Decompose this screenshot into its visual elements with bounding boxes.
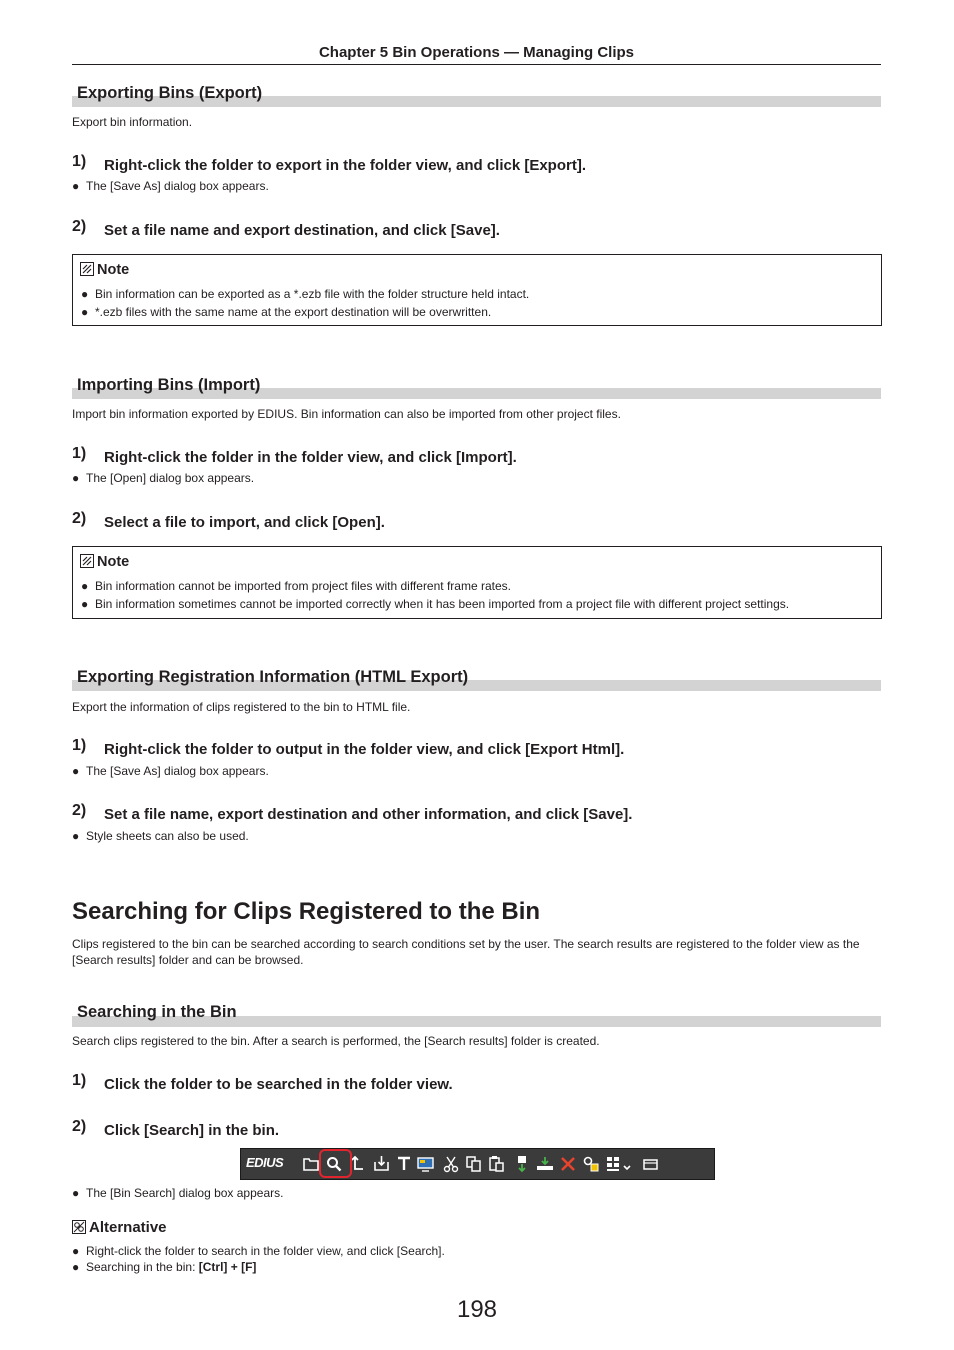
page-number: 198 bbox=[456, 1296, 498, 1323]
step-bullet: ● The [Bin Search] dialog box appears. bbox=[72, 1186, 284, 1200]
edius-logo: EDIUS bbox=[246, 1155, 284, 1170]
section-title-import: Importing Bins (Import) bbox=[77, 376, 261, 394]
delete-icon[interactable] bbox=[558, 1154, 578, 1174]
step-number: 1) bbox=[72, 1072, 87, 1089]
step-number: 2) bbox=[72, 218, 87, 235]
step-text: Click the folder to be searched in the folder view. bbox=[104, 1076, 453, 1093]
step-text: Right-click the folder to export in the folder view, and click [Export]. bbox=[104, 157, 587, 174]
note-heading: Note bbox=[80, 262, 129, 278]
alternative-icon bbox=[72, 1220, 86, 1234]
step-number: 1) bbox=[72, 737, 87, 754]
step-text: Right-click the folder to output in the folder view, and click [Export Html]. bbox=[104, 741, 625, 758]
section-title-searching: Searching in the Bin bbox=[77, 1003, 237, 1021]
timeline-icon[interactable] bbox=[535, 1154, 555, 1174]
properties-icon[interactable] bbox=[581, 1154, 601, 1174]
section-intro: Export bin information. bbox=[72, 115, 193, 129]
shortcut-keys: [Ctrl] + [F] bbox=[198, 1260, 257, 1274]
section-intro: Import bin information exported by EDIUS. Bin information can also be imported from other project files. bbox=[72, 407, 621, 421]
section-intro: Search clips registered to the bin. After a search is performed, the [Search results] folder is created. bbox=[72, 1034, 600, 1048]
monitor-icon[interactable] bbox=[416, 1154, 436, 1174]
step-text: Set a file name, export destination and other information, and click [Save]. bbox=[104, 806, 633, 823]
note-item: ● Bin information cannot be imported from project files with different frame rates. bbox=[81, 579, 511, 593]
running-head: Chapter 5 Bin Operations — Managing Clips bbox=[72, 44, 881, 65]
main-heading: Searching for Clips Registered to the Bin bbox=[72, 898, 541, 925]
step-number: 2) bbox=[72, 1118, 87, 1135]
step-bullet: ● Style sheets can also be used. bbox=[72, 829, 249, 843]
step-number: 1) bbox=[72, 445, 87, 462]
paste-icon[interactable] bbox=[487, 1154, 507, 1174]
note-item: ● Bin information can be exported as a *.ezb file with the folder structure held intact. bbox=[81, 287, 530, 301]
step-number: 2) bbox=[72, 802, 87, 819]
note-icon bbox=[80, 262, 94, 276]
step-text: Set a file name and export destination, and click [Save]. bbox=[104, 222, 500, 239]
note-item: ● Bin information sometimes cannot be imported correctly when it has been imported from a project file with different project settings. bbox=[81, 597, 790, 611]
bin-icon[interactable] bbox=[641, 1154, 661, 1174]
note-box bbox=[72, 254, 882, 326]
alternative-item: ● Searching in the bin: [Ctrl] + [F] bbox=[72, 1260, 257, 1274]
step-bullet: ● The [Open] dialog box appears. bbox=[72, 471, 255, 485]
step-text: Click [Search] in the bin. bbox=[104, 1122, 280, 1139]
alternative-heading: Alternative bbox=[72, 1219, 167, 1236]
note-icon bbox=[80, 554, 94, 568]
note-box bbox=[72, 546, 882, 619]
step-text: Right-click the folder in the folder view, and click [Import]. bbox=[104, 449, 517, 466]
section-title-export: Exporting Bins (Export) bbox=[77, 84, 263, 102]
note-heading: Note bbox=[80, 554, 129, 570]
copy-icon[interactable] bbox=[464, 1154, 484, 1174]
step-bullet: ● The [Save As] dialog box appears. bbox=[72, 764, 269, 778]
title-icon[interactable] bbox=[394, 1154, 414, 1174]
note-item: ● *.ezb files with the same name at the export destination will be overwritten. bbox=[81, 305, 492, 319]
section-intro: Clips registered to the bin can be searched according to search conditions set by the user. The search results are registered to the folder view as the [Search results] folder and can be browsed. bbox=[72, 937, 860, 967]
import-icon[interactable] bbox=[372, 1154, 392, 1174]
folder-up-icon[interactable] bbox=[301, 1154, 321, 1174]
section-intro: Export the information of clips registered to the bin to HTML file. bbox=[72, 700, 411, 714]
search-highlight bbox=[319, 1149, 352, 1178]
step-number: 1) bbox=[72, 153, 87, 170]
step-bullet: ● The [Save As] dialog box appears. bbox=[72, 179, 269, 193]
step-number: 2) bbox=[72, 510, 87, 527]
view-mode-icon[interactable] bbox=[605, 1154, 635, 1174]
section-title-html-export: Exporting Registration Information (HTML Export) bbox=[77, 668, 469, 686]
cut-icon[interactable] bbox=[441, 1154, 461, 1174]
player-icon[interactable] bbox=[513, 1154, 533, 1174]
step-text: Select a file to import, and click [Open]. bbox=[104, 514, 385, 531]
bin-toolbar bbox=[240, 1148, 715, 1180]
alternative-item: ● Right-click the folder to search in the folder view, and click [Search]. bbox=[72, 1244, 445, 1258]
